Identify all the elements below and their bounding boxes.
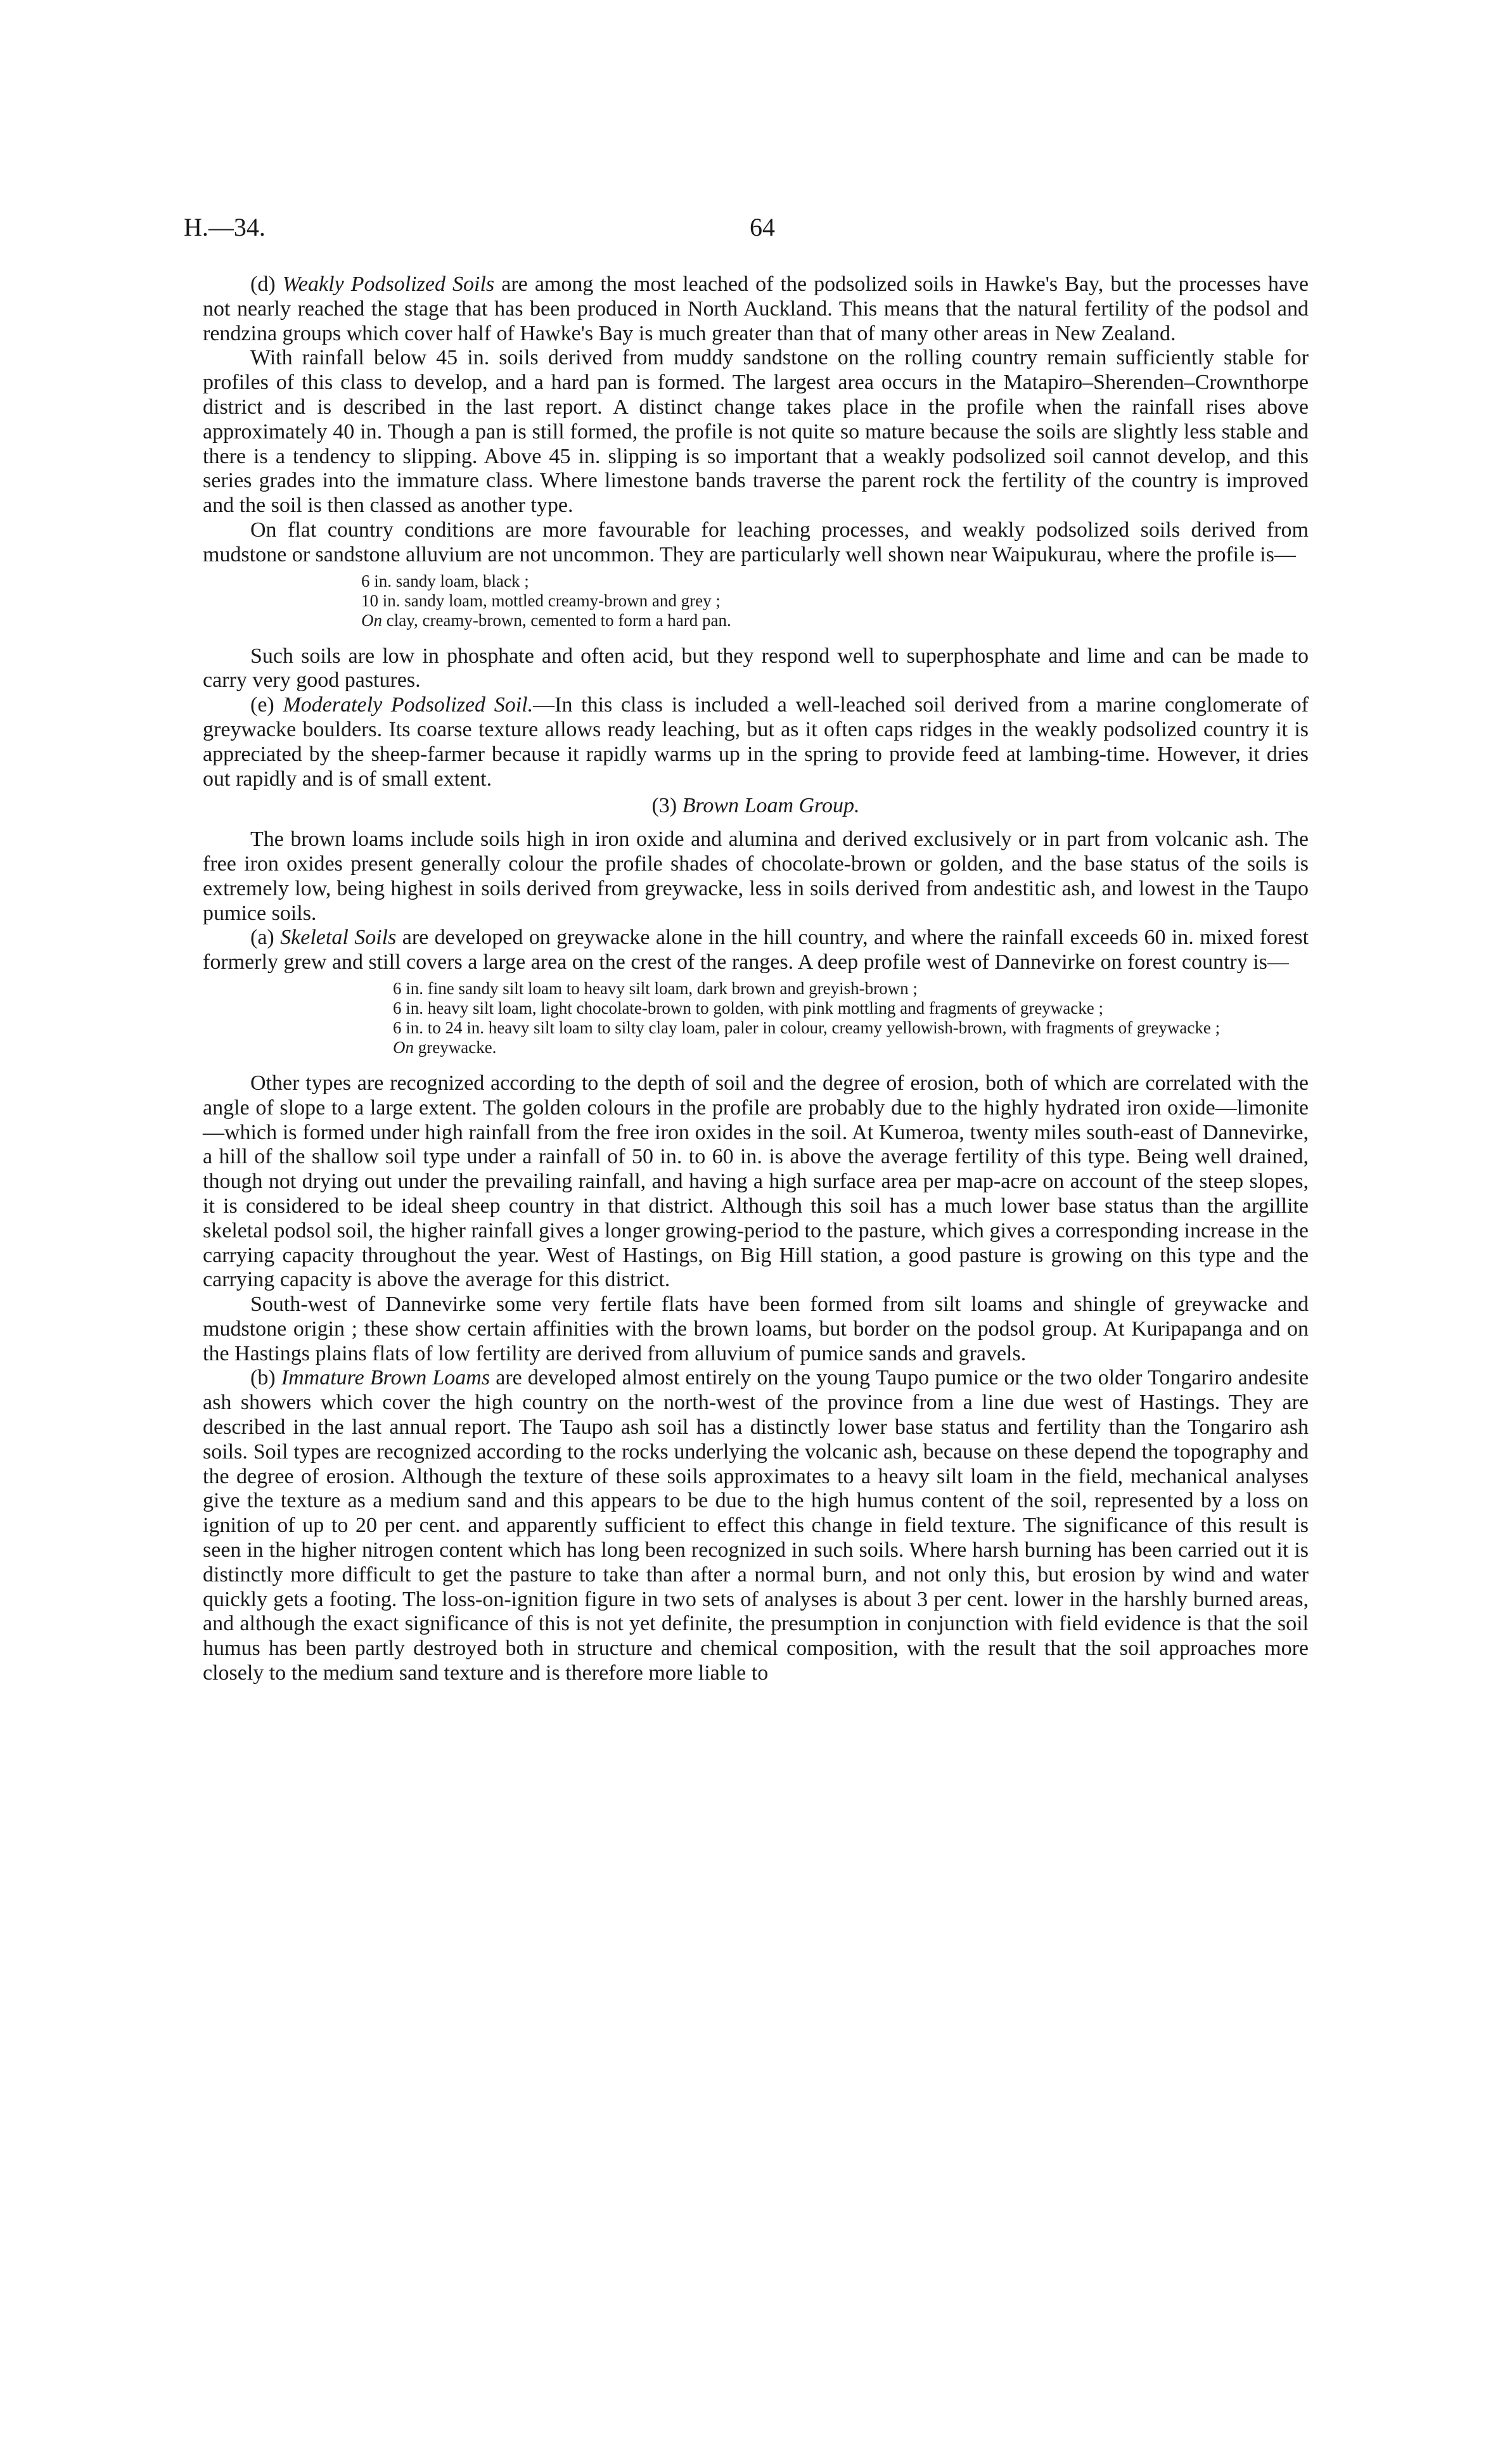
soil-profile-waipukurau — [361, 571, 1309, 630]
paragraph-south-west-dannevirke: South-west of Dannevirke some very fertile flats have been formed from silt loams and shingle of greywacke and mudstone origin ; these show certain affinities with the brown loams, but border on the podsol group. At Kuripapanga and on the Hastings plains flats of low fertility are derived from alluvium of pumice sands and gravels. — [203, 1293, 1309, 1365]
page-body — [203, 272, 1309, 1686]
document-reference: H.—34. — [184, 213, 266, 241]
profile-line-text: greywacke. — [418, 1037, 497, 1057]
profile-line — [361, 611, 1309, 630]
paragraph-other-types: Other types are recognized according to the depth of soil and the degree of erosion, both of which are correlated with the angle of slope to a large extent. The golden colours in the profile are probably due to the highly hydrated iron oxide—limonite—which is formed under high rainfall from the free iron oxides in the soil. At Kumeroa, twenty miles south-east of Dannevirke, a hill of the shallow soil type under a rainfall of 50 in. to 60 in. is above the average fertility of this type. Being well drained, though not drying out under the prevailing rainfall, and having a high surface area per map-acre on account of the steep slopes, it is considered to be ideal sheep country in that district. Although this soil has a much lower base status than the argillite skeletal podsol soil, the higher rainfall gives a longer growing-period to the pasture, which gives a corresponding increase in the carrying capacity throughout the year. West of Hastings, on Big Hill station, a good pasture is growing on this type and the carrying capacity is above the average for this district. — [203, 1071, 1309, 1292]
soil-profile-dannevirke — [393, 979, 1309, 1057]
section-heading-brown-loam-group — [203, 794, 1309, 819]
page-number: 64 — [750, 213, 775, 241]
profile-on-prefix: On — [393, 1037, 414, 1057]
paragraph-weakly-podsolized-soils — [203, 272, 1309, 346]
subsection-label: (b) — [250, 1366, 276, 1390]
profile-line: 6 in. to 24 in. heavy silt loam to silty clay loam, paler in colour, creamy yellowish-brown, with fragments of greywacke ; — [393, 1018, 1221, 1037]
subsection-heading: Weakly Podsolized Soils — [282, 272, 495, 296]
profile-line-text: clay, creamy-brown, cemented to form a hard pan. — [386, 610, 731, 630]
subsection-heading: Immature Brown Loams — [281, 1366, 490, 1390]
profile-line — [393, 1038, 1309, 1057]
paragraph-phosphate: Such soils are low in phosphate and often acid, but they respond well to superphosphate and lime and can be made to carry very good pastures. — [203, 644, 1309, 693]
section-title: Brown Loam Group. — [682, 794, 860, 818]
paragraph-rainfall: With rainfall below 45 in. soils derived from muddy sandstone on the rolling country remain sufficiently stable for profiles of this class to develop, and a hard pan is formed. The largest area occurs in the Matapiro–Sherenden–Crownthorpe district and is described in the last report. A distinct change takes place in the profile when the rainfall rises above approximately 40 in. Though a pan is still formed, the profile is not quite so mature because the soils are slightly less stable and there is a tendency to slipping. Above 45 in. slipping is so important that a weakly podsolized soil cannot develop, and this series grades into the immature class. Where limestone bands traverse the parent rock the fertility of the country is improved and the soil is then classed as another type. — [203, 346, 1309, 518]
paragraph-flat-country: On flat country conditions are more favourable for leaching processes, and weakly podsolized soils derived from mudstone or sandstone alluvium are not uncommon. They are particularly well shown near Waipukurau, where the profile is— — [203, 518, 1309, 566]
paragraph-immature-brown-loams — [203, 1366, 1309, 1685]
subsection-heading: Moderately Podsolized Soil. — [283, 693, 534, 717]
section-number: (3) — [651, 794, 677, 818]
profile-line: 6 in. heavy silt loam, light chocolate-brown to golden, with pink mottling and fragments of greywacke ; — [393, 998, 1104, 1018]
paragraph-moderately-podsolized-soil — [203, 693, 1309, 791]
page-header — [184, 212, 1309, 250]
paragraph-brown-loams: The brown loams include soils high in iron oxide and alumina and derived exclusively or in part from volcanic ash. The free iron oxides present generally colour the profile shades of chocolate-brown or golden, and the base status of the soils is extremely low, being highest in soils derived from greywacke, less in soils derived from andestitic ash, and lowest in the Taupo pumice soils. — [203, 827, 1309, 925]
profile-line: 10 in. sandy loam, mottled creamy-brown and grey ; — [361, 590, 721, 610]
subsection-label: (e) — [250, 693, 274, 717]
profile-line: 6 in. fine sandy silt loam to heavy silt loam, dark brown and greyish-brown ; — [393, 978, 918, 998]
profile-line: 6 in. sandy loam, black ; — [361, 571, 529, 590]
paragraph-skeletal-soils — [203, 926, 1309, 975]
subsection-label: (d) — [250, 272, 276, 296]
paragraph-text: —In this class is included a well-leached soil derived from a marine conglomerate of greywacke boulders. Its coarse texture allows ready leaching, but as it often caps ridges in the weakly podsolized country it is appreciated by the sheep-farmer because it rapidly warms up in the spring to provide feed at lambing-time. However, it dries out rapidly and is of small extent. — [203, 693, 1309, 791]
paragraph-text: are among the most leached of the podsolized soils in Hawke's Bay, but the processes have not nearly reached the stage that has been produced in North Auckland. This means that the natural fertility of the podsol and rendzina groups which cover half of Hawke's Bay is much greater than that of many other areas in New Zealand. — [203, 272, 1309, 345]
paragraph-text: are developed almost entirely on the young Taupo pumice or the two older Tongariro andesite ash showers which cover the high country on the north-west of the province from a line due west of Hastings. They are described in the last annual report. The Taupo ash soil has a distinctly lower base status and fertility than the Tongariro ash soils. Soil types are recognized according to the rocks underlying the volcanic ash, because on these depend the topography and the degree of erosion. Although the texture of these soils approximates to a heavy silt loam in the field, mechanical analyses give the texture as a medium sand and this appears to be due to the high humus content of the soil, represented by a loss on ignition of up to 20 per cent. and apparently sufficient to effect this change in field texture. The significance of this result is seen in the higher nitrogen content which has long been recognized in such soils. Where harsh burning has been carried out it is distinctly more difficult to get the pasture to take than after a normal burn, and not only this, but erosion by wind and water quickly gets a footing. The loss-on-ignition figure in two sets of analyses is about 3 per cent. lower in the harshly burned areas, and although the exact significance of this is not yet definite, the presumption in conjunction with field evidence is that the soil humus has been partly destroyed both in structure and chemical composition, with the result that the soil approaches more closely to the medium sand texture and is therefore more liable to — [203, 1366, 1309, 1685]
subsection-label: (a) — [250, 926, 274, 950]
subsection-heading: Skeletal Soils — [280, 926, 397, 950]
paragraph-text: are developed on greywacke alone in the hill country, and where the rainfall exceeds 60 in. mixed forest formerly grew and still covers a large area on the crest of the ranges. A deep profile west of Dannevirke on forest country is— — [203, 926, 1309, 974]
profile-on-prefix: On — [361, 610, 382, 630]
